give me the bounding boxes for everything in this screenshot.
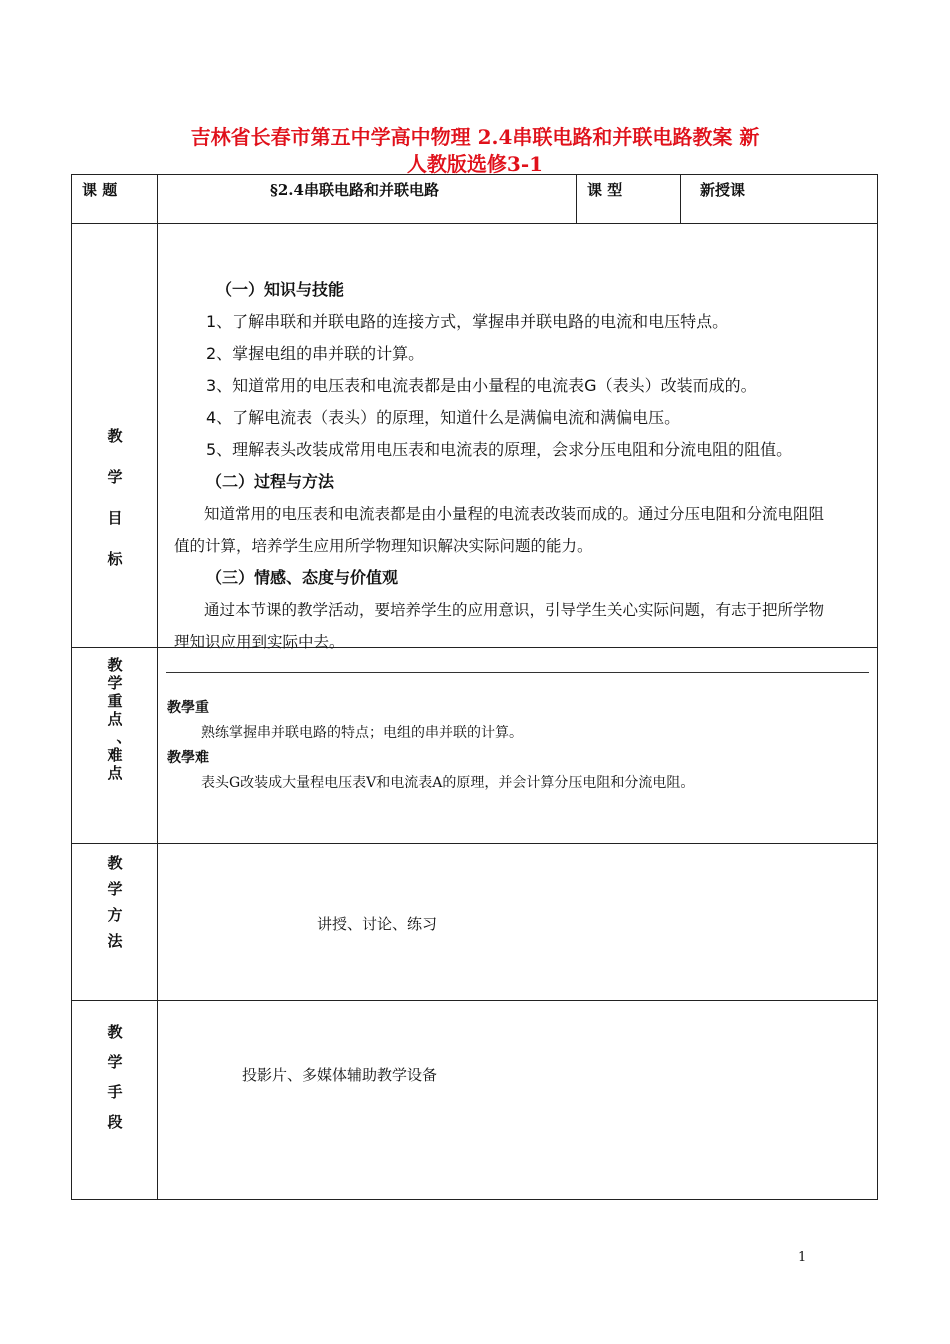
methods-label-char: 学 bbox=[107, 880, 123, 898]
objectives-label-char: 学 bbox=[107, 468, 123, 486]
methods-label-char: 法 bbox=[107, 932, 123, 950]
means-label-char: 学 bbox=[107, 1053, 123, 1071]
topic-value-cell bbox=[158, 175, 577, 224]
means-label-char: 教 bbox=[107, 1023, 123, 1041]
means-label-char: 手 bbox=[107, 1083, 123, 1101]
key-points-label-char: 点 bbox=[107, 710, 123, 728]
type-label-cell bbox=[577, 175, 681, 224]
difficulty-text: 表头G改装成大量程电压表V和电流表A的原理，并会计算分压电阻和分流电阻。 bbox=[201, 775, 695, 791]
document-title-line2: 人教版选修3-1 bbox=[406, 152, 544, 176]
objectives-label-cell bbox=[72, 224, 158, 648]
key-points-label-char: 教 bbox=[107, 656, 123, 674]
means-content-cell bbox=[158, 1001, 878, 1200]
key-points-label-char: 重 bbox=[107, 692, 123, 710]
key-points-label-cell bbox=[72, 648, 158, 844]
objectives-knowledge-heading: （一）知识与技能 bbox=[216, 280, 345, 299]
focus-text: 熟练掌握串并联电路的特点；电组的串并联的计算。 bbox=[201, 725, 523, 741]
objectives-values-text: 通过本节课的教学活动，要培养学生的应用意识，引导学生关心实际问题，有志于把所学物 bbox=[204, 601, 825, 619]
key-points-label-char: 、 bbox=[116, 728, 132, 746]
objectives-row bbox=[72, 224, 878, 648]
page-number: 1 bbox=[798, 1250, 807, 1265]
objectives-knowledge-item: 2、掌握电组的串并联的计算。 bbox=[206, 344, 425, 363]
objectives-knowledge-item: 5、理解表头改装成常用电压表和电流表的原理，会求分压电阻和分流电阻的阻值。 bbox=[206, 440, 793, 459]
type-value-cell bbox=[681, 175, 878, 224]
header-row bbox=[72, 175, 878, 224]
key-points-label-char: 点 bbox=[107, 764, 123, 782]
type-value: 新授课 bbox=[700, 181, 746, 199]
objectives-label-char: 教 bbox=[107, 427, 123, 445]
methods-label-char: 教 bbox=[107, 854, 123, 872]
objectives-knowledge-item: 3、知道常用的电压表和电流表都是由小量程的电流表G（表头）改装而成的。 bbox=[206, 376, 757, 395]
document-title bbox=[120, 124, 830, 178]
difficulty-heading: 教學难 bbox=[167, 750, 209, 766]
means-label-char: 段 bbox=[107, 1113, 123, 1131]
objectives-knowledge-item: 4、了解电流表（表头）的原理，知道什么是满偏电流和满偏电压。 bbox=[206, 408, 681, 427]
methods-label-cell bbox=[72, 844, 158, 1001]
objectives-knowledge-item: 1、了解串联和并联电路的连接方式，掌握串并联电路的电流和电压特点。 bbox=[206, 312, 729, 331]
key-points-content-cell bbox=[158, 648, 878, 844]
topic-label: 课 题 bbox=[82, 181, 118, 199]
objectives-label-char: 目 bbox=[107, 509, 123, 527]
topic-label-cell bbox=[72, 175, 158, 224]
objectives-content-cell bbox=[158, 224, 878, 651]
means-row bbox=[72, 1001, 878, 1200]
objectives-process-text: 值的计算，培养学生应用所学物理知识解决实际问题的能力。 bbox=[174, 537, 593, 555]
focus-heading: 教學重 bbox=[167, 700, 209, 716]
methods-label-char: 方 bbox=[107, 906, 123, 924]
methods-value: 讲授、讨论、练习 bbox=[317, 915, 438, 933]
methods-row bbox=[72, 844, 878, 1001]
means-label-cell bbox=[72, 1001, 158, 1200]
document-title-line1: 吉林省长春市第五中学高中物理 2.4串联电路和并联电路教案 新 bbox=[190, 125, 760, 149]
methods-content-cell bbox=[158, 844, 878, 1001]
objectives-process-heading: （二）过程与方法 bbox=[206, 472, 335, 491]
key-points-label-char: 难 bbox=[107, 746, 123, 764]
means-value: 投影片、多媒体辅助教学设备 bbox=[242, 1066, 438, 1084]
key-points-row bbox=[72, 648, 878, 844]
objectives-values-text: 理知识应用到实际中去。 bbox=[174, 633, 345, 651]
objectives-values-heading: （三）情感、态度与价值观 bbox=[206, 568, 399, 587]
objectives-process-text: 知道常用的电压表和电流表都是由小量程的电流表改装而成的。通过分压电阻和分流电阻阻 bbox=[204, 505, 825, 523]
topic-value: §2.4串联电路和并联电路 bbox=[270, 181, 439, 199]
objectives-label-char: 标 bbox=[107, 550, 123, 568]
lesson-plan-table bbox=[71, 174, 878, 1200]
type-label: 课 型 bbox=[587, 181, 623, 199]
key-points-label-char: 学 bbox=[107, 674, 123, 692]
